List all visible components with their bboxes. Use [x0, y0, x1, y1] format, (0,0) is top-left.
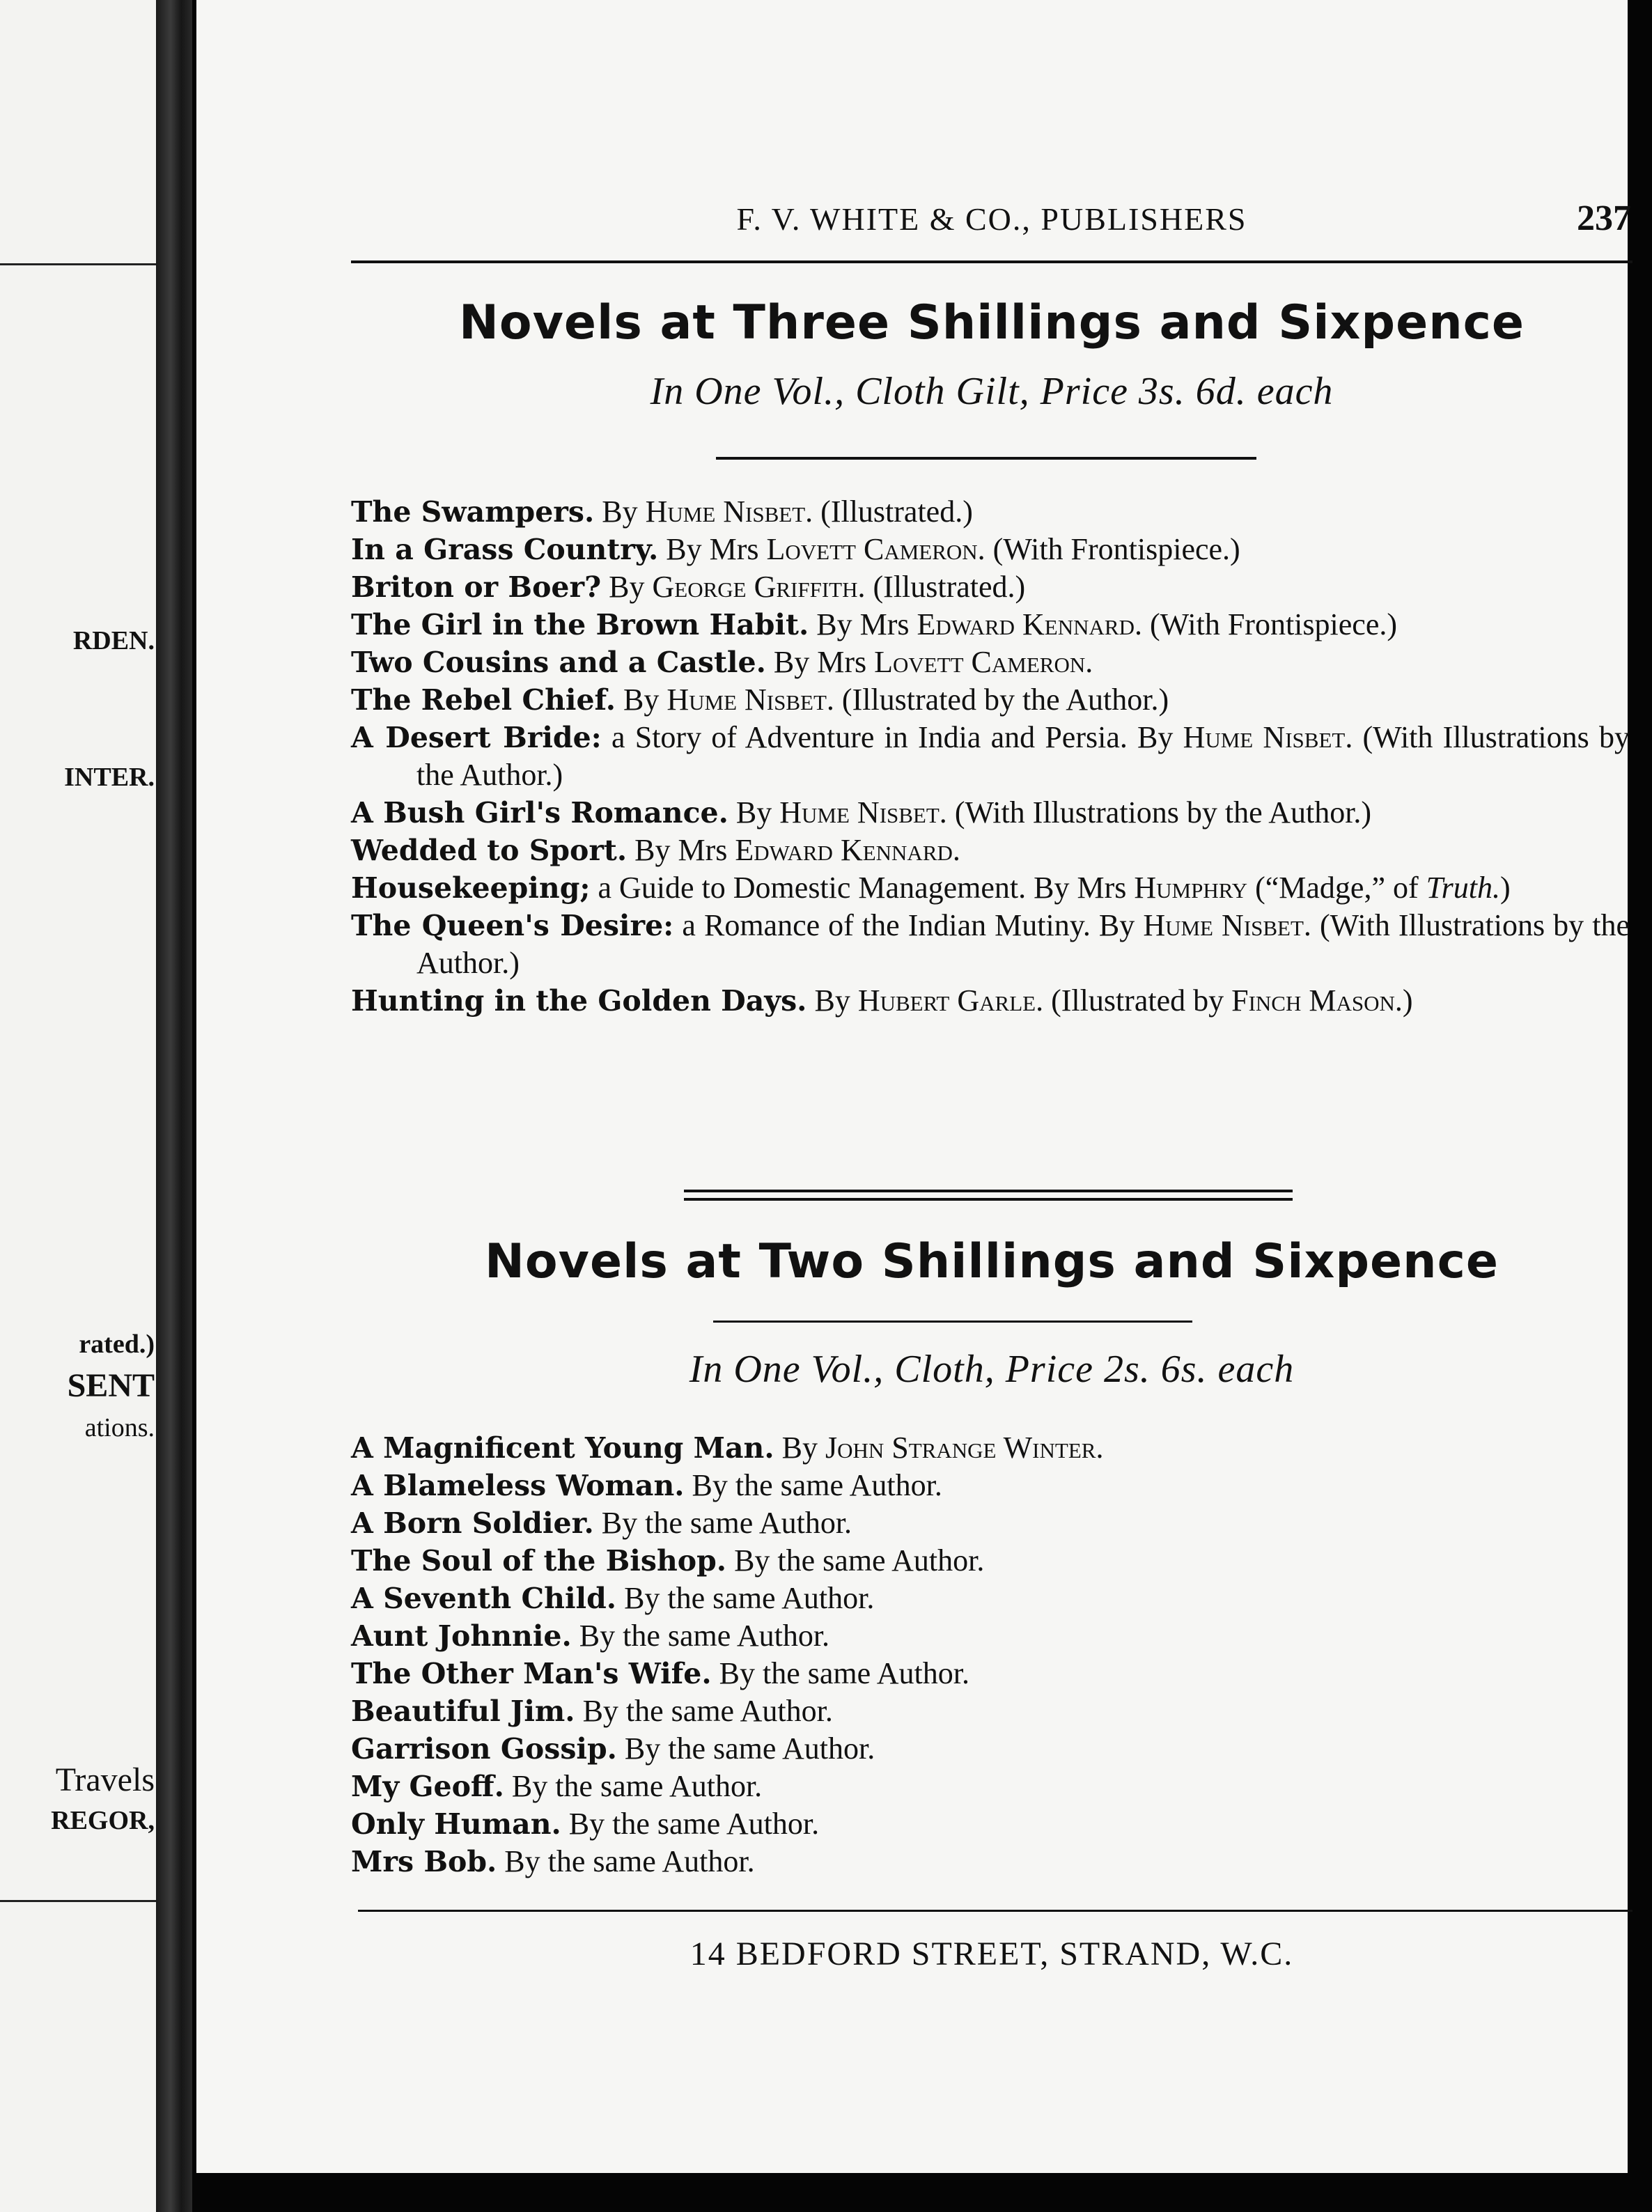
- entry-text: By the same Author.: [711, 1656, 969, 1690]
- book-title: Two Cousins and a Castle.: [351, 646, 766, 679]
- book-entry: [351, 1655, 1630, 1692]
- book-title: Wedded to Sport.: [351, 834, 628, 867]
- entry-text: By Mrs: [658, 532, 767, 566]
- book-title: My Geoff.: [351, 1770, 504, 1803]
- entry-text: a Guide to Domestic Management. By Mrs: [590, 871, 1135, 905]
- book-entry: [351, 869, 1630, 907]
- book-entry: [351, 606, 1630, 644]
- left-rule: [0, 263, 156, 265]
- book-entry: [351, 1692, 1630, 1730]
- running-head: [351, 195, 1632, 244]
- section-title-three-shillings: Novels at Three Shillings and Sixpence: [458, 295, 1525, 350]
- book-entry: [351, 719, 1630, 794]
- book-title: Beautiful Jim.: [351, 1695, 575, 1728]
- entry-text: By the same Author.: [616, 1581, 875, 1615]
- book-list-two-shillings: [351, 1429, 1630, 1880]
- book-entry: [351, 1617, 1630, 1655]
- entry-text: By the same Author.: [561, 1807, 820, 1841]
- book-title: Only Human.: [351, 1807, 561, 1841]
- entry-text: By the same Author.: [726, 1543, 985, 1578]
- author-name: Hume Nisbet.: [1183, 720, 1353, 754]
- page-number: 237: [1577, 198, 1631, 238]
- book-title: Garrison Gossip.: [351, 1732, 617, 1766]
- left-fragment: SENT: [67, 1367, 155, 1404]
- book-entry: [351, 1768, 1630, 1805]
- entry-text: By Mrs: [809, 607, 917, 641]
- book-entry: [351, 794, 1630, 832]
- book-title: Mrs Bob.: [351, 1845, 497, 1878]
- left-fragment: ations.: [84, 1413, 155, 1442]
- book-title: A Magnificent Young Man.: [351, 1431, 774, 1465]
- section-rule: [716, 457, 1256, 460]
- entry-text: a Story of Adventure in India and Persia. By: [601, 720, 1183, 754]
- entry-text: By Mrs: [765, 645, 875, 679]
- author-name: Hume Nisbet.: [645, 494, 813, 529]
- entry-text: By the same Author.: [593, 1506, 852, 1540]
- left-fragment: REGOR,: [51, 1806, 155, 1835]
- author-name: John Strange Winter.: [825, 1431, 1104, 1465]
- book-entry: [351, 1542, 1630, 1580]
- entry-text: By: [594, 494, 646, 529]
- entry-text: (With Illustrations by the Author.): [416, 908, 1630, 980]
- book-title: A Blameless Woman.: [351, 1469, 685, 1502]
- book-title: A Seventh Child.: [351, 1582, 617, 1615]
- author-name: Hume Nisbet.: [667, 683, 834, 717]
- book-entry: [351, 1843, 1630, 1880]
- book-title: Aunt Johnnie.: [351, 1619, 572, 1653]
- book-title: A Bush Girl's Romance.: [351, 796, 728, 830]
- book-entry: [351, 493, 1630, 531]
- footer-rule: [358, 1910, 1632, 1912]
- book-entry: [351, 832, 1630, 869]
- section-subtitle-two-shillings: In One Vol., Cloth, Price 2s. 6s. each: [689, 1348, 1295, 1391]
- book-entry: [351, 1805, 1630, 1843]
- entry-text: By: [774, 1431, 825, 1465]
- book-entry: [351, 681, 1630, 719]
- entry-text: (Illustrated by the Author.): [834, 683, 1169, 717]
- book-entry: [351, 1580, 1630, 1617]
- entry-text: By: [616, 683, 667, 717]
- entry-text: By the same Author.: [684, 1468, 942, 1502]
- book-title: In a Grass Country.: [351, 533, 659, 566]
- entry-text: By the same Author.: [616, 1731, 875, 1766]
- author-name: Lovett Cameron.: [874, 645, 1093, 679]
- entry-text: (“Madge,” of: [1247, 871, 1426, 905]
- book-entry: [351, 568, 1630, 606]
- book-entry: [351, 1467, 1630, 1504]
- entry-text: (With Frontispiece.): [985, 532, 1240, 566]
- entry-text: By: [806, 983, 858, 1018]
- section-title-two-shillings: Novels at Two Shillings and Sixpence: [485, 1234, 1499, 1289]
- publisher-address: 14 BEDFORD STREET, STRAND, W.C.: [689, 1936, 1294, 1972]
- book-entry: [351, 907, 1630, 982]
- book-title: A Born Soldier.: [351, 1506, 594, 1540]
- author-name: George Griffith.: [652, 570, 866, 604]
- entry-text: ): [1500, 871, 1511, 905]
- book-entry: [351, 1504, 1630, 1542]
- illustrator-name: Finch Mason.: [1231, 983, 1403, 1018]
- book-title: A Desert Bride:: [351, 721, 602, 754]
- entry-text: By the same Author.: [497, 1844, 755, 1878]
- left-fragment: Travels: [55, 1761, 155, 1798]
- author-name: Hume Nisbet.: [1143, 908, 1311, 942]
- author-name: Hume Nisbet.: [779, 795, 947, 830]
- entry-text: (With Frontispiece.): [1141, 607, 1397, 641]
- book-title: The Swampers.: [351, 495, 595, 529]
- author-name: Hubert Garle.: [857, 983, 1044, 1018]
- entry-text: (Illustrated.): [813, 494, 973, 529]
- section-rule: [713, 1321, 1192, 1323]
- entry-text: ): [1402, 983, 1413, 1018]
- entry-text: (With Illustrations by the Author.): [416, 720, 1630, 792]
- left-fragment: RDEN.: [72, 626, 155, 655]
- book-entry: [351, 531, 1630, 568]
- book-page: [196, 0, 1631, 2173]
- book-entry: [351, 1429, 1630, 1467]
- book-title: Hunting in the Golden Days.: [351, 984, 807, 1018]
- book-title: The Girl in the Brown Habit.: [351, 608, 809, 641]
- entry-text: a Romance of the Indian Mutiny. By: [673, 908, 1144, 942]
- periodical-title: Truth.: [1426, 871, 1501, 905]
- entry-text: By the same Author.: [575, 1694, 833, 1728]
- author-name: Edward Kennard.: [917, 607, 1142, 641]
- publisher-header: F. V. WHITE & CO., PUBLISHERS: [736, 201, 1247, 237]
- book-title: The Other Man's Wife.: [351, 1657, 712, 1690]
- book-entry: [351, 982, 1630, 1020]
- left-rule: [0, 1900, 156, 1902]
- author-name: Edward Kennard.: [735, 833, 960, 867]
- book-title: Briton or Boer?: [351, 570, 602, 604]
- double-rule-top: [684, 1190, 1293, 1192]
- entry-text: (Illustrated by: [1043, 983, 1232, 1018]
- double-rule-bottom: [684, 1198, 1293, 1201]
- book-entry: [351, 644, 1630, 681]
- left-fragment: INTER.: [64, 763, 155, 792]
- entry-text: By: [728, 795, 780, 830]
- entry-text: By: [601, 570, 653, 604]
- book-title: The Queen's Desire:: [351, 909, 674, 942]
- book-title: Housekeeping;: [351, 871, 591, 905]
- book-list-three-shillings: [351, 493, 1630, 1020]
- section-subtitle-three-shillings: In One Vol., Cloth Gilt, Price 3s. 6d. each: [650, 370, 1334, 413]
- left-fragment: rated.): [79, 1330, 155, 1359]
- book-title: The Soul of the Bishop.: [351, 1544, 727, 1578]
- left-page-fragment: [0, 0, 156, 2212]
- author-name: Lovett Cameron.: [766, 532, 985, 566]
- entry-text: (With Illustrations by the Author.): [946, 795, 1372, 830]
- entry-text: (Illustrated.): [865, 570, 1026, 604]
- book-entry: [351, 1730, 1630, 1768]
- entry-text: By the same Author.: [504, 1769, 763, 1803]
- entry-text: By the same Author.: [571, 1619, 830, 1653]
- header-rule: [351, 260, 1632, 263]
- author-name: Humphry: [1134, 871, 1248, 905]
- book-title: The Rebel Chief.: [351, 683, 616, 717]
- entry-text: By Mrs: [627, 833, 735, 867]
- book-gutter: [156, 0, 192, 2212]
